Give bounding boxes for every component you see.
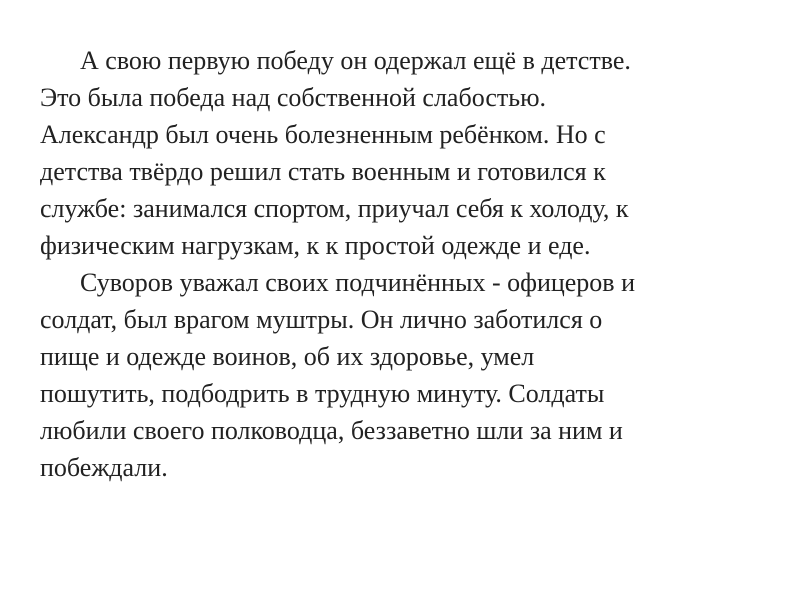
paragraph-1: [40, 42, 760, 264]
text-line: Александр был очень болезненным ребёнком. Но с: [40, 120, 606, 149]
text-line: физическим нагрузкам, к к простой одежде и еде.: [40, 231, 591, 260]
text-line: А свою первую победу он одержал ещё в детстве.: [80, 46, 631, 75]
text-line: побеждали.: [40, 453, 168, 482]
text-block: [40, 42, 760, 486]
text-line: Суворов уважал своих подчинённых - офицеров и: [80, 268, 636, 297]
text-line: пошутить, подбодрить в трудную минуту. Солдаты: [40, 379, 605, 408]
text-line: детства твёрдо решил стать военным и готовился к: [40, 157, 606, 186]
text-line: любили своего полководца, беззаветно шли за ним и: [40, 416, 623, 445]
text-line: службе: занимался спортом, приучал себя к холоду, к: [40, 194, 629, 223]
text-line: солдат, был врагом муштры. Он лично заботился о: [40, 305, 603, 334]
text-line: пище и одежде воинов, об их здоровье, умел: [40, 342, 535, 371]
text-line: Это была победа над собственной слабостью.: [40, 83, 547, 112]
paragraph-2: [40, 264, 760, 486]
